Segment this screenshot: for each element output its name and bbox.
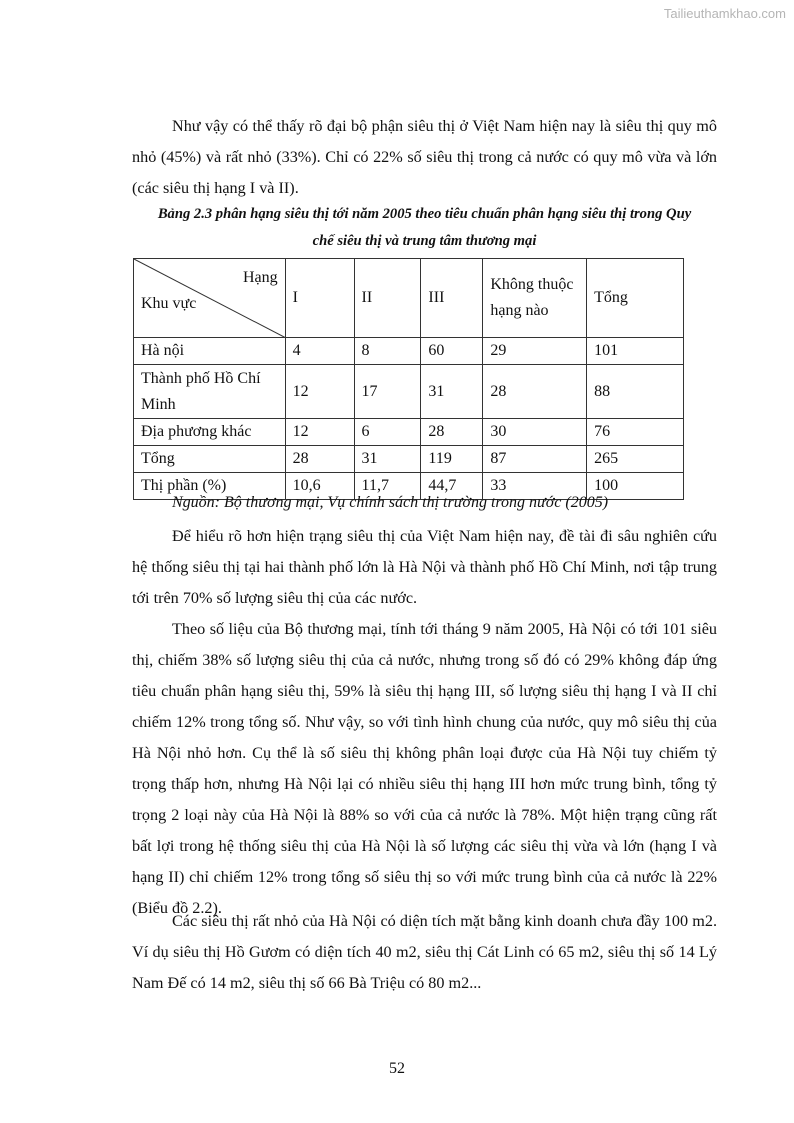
corner-top-label: Hạng [242,269,278,286]
table-cell: 28 [483,365,587,419]
table-cell: 100 [587,473,684,500]
corner-bottom-label: Khu vực [141,295,197,312]
table-cell: 12 [285,419,354,446]
paragraph-small-stores [132,906,717,999]
row-label: Tổng [134,446,286,473]
header-cell: II [354,259,421,338]
paragraph-hanoi-stats-text: Theo số liệu của Bộ thương mại, tính tới tháng 9 năm 2005, Hà Nội có tới 101 siêu thị, chiếm 38% số lượng siêu thị của cả nước, nhưng trong số đó có 29% không đáp ứng tiêu chuẩn phân hạng siêu thị, 59% là siêu thị hạng III, số lượng siêu thị hạng I và II chỉ chiếm 12% trong tổng số. Như vậy, so với tình hình chung của nước, quy mô siêu thị của Hà Nội nhỏ hơn. Cụ thể là số siêu thị không phân loại được của Hà Nội tuy chiếm tỷ trọng thấp hơn, nhưng Hà Nội lại có nhiều siêu thị hạng III hơn mức trung bình, tổng tỷ trọng 2 loại này của Hà Nội là 88% so với của cả nước là 78%. Một hiện trạng cũng rất bất lợi trong hệ thống siêu thị của Hà Nội là số lượng các siêu thị vừa và lớn (hạng I và hạng II) chỉ chiếm 12% trong tổng số siêu thị so với mức trung bình của cả nước là 22% (Biểu đồ 2.2). [132,620,717,917]
table-caption-line1: Bảng 2.3 phân hạng siêu thị tới năm 2005 theo tiêu chuẩn phân hạng siêu thị trong Quy [157,206,692,222]
table-cell: 28 [421,419,483,446]
table-cell: 31 [421,365,483,419]
table-cell: 11,7 [354,473,421,500]
header-cell: III [421,259,483,338]
table-cell: 28 [285,446,354,473]
header-cell: Không thuộc hạng nào [483,259,587,338]
table-cell: 87 [483,446,587,473]
table-caption-line2: chế siêu thị và trung tâm thương mại [312,233,537,249]
watermark: Tailieuthamkhao.com [663,6,786,21]
table-cell: 6 [354,419,421,446]
header-cell: I [285,259,354,338]
table-cell: 4 [285,338,354,365]
table-cell: 31 [354,446,421,473]
table-cell: 60 [421,338,483,365]
paragraph-study-scope-text: Để hiểu rõ hơn hiện trạng siêu thị của Việt Nam hiện nay, đề tài đi sâu nghiên cứu hệ thống siêu thị tại hai thành phố lớn là Hà Nội và thành phố Hồ Chí Minh, nơi tập trung tới trên 70% số lượng siêu thị của các nước. [132,527,717,607]
table-cell: 10,6 [285,473,354,500]
table-header-row [134,259,684,338]
table-cell: 33 [483,473,587,500]
row-label: Hà nội [134,338,286,365]
table-cell: 29 [483,338,587,365]
table-source-note: Nguồn: Bộ thương mại, Vụ chính sách thị trường trong nước (2005) [172,494,609,511]
table-cell: 265 [587,446,684,473]
table-cell: 119 [421,446,483,473]
paragraph-intro-text: Như vậy có thể thấy rõ đại bộ phận siêu thị ở Việt Nam hiện nay là siêu thị quy mô nhỏ (45%) và rất nhỏ (33%). Chỉ có 22% số siêu thị trong cả nước có quy mô vừa và lớn (các siêu thị hạng I và II). [132,117,717,197]
paragraph-intro [132,111,717,204]
paragraph-small-stores-text: Các siêu thị rất nhỏ của Hà Nội có diện tích mặt bằng kinh doanh chưa đầy 100 m2. Ví dụ siêu thị Hồ Gươm có diện tích 40 m2, siêu thị Cát Linh có 65 m2, siêu thị số 14 Lý Nam Đế có 14 m2, siêu thị số 66 Bà Triệu có 80 m2... [132,912,717,992]
table-corner-cell [134,259,286,338]
supermarket-ranking-table [133,258,684,500]
table-cell: 76 [587,419,684,446]
table-cell: 8 [354,338,421,365]
page-number: 52 [389,1060,405,1077]
paragraph-study-scope [132,521,717,614]
paragraph-hanoi-stats [132,614,717,924]
row-label: Thị phần (%) [134,473,286,500]
table-cell: 17 [354,365,421,419]
table-cell: 88 [587,365,684,419]
table-cell: 30 [483,419,587,446]
table-row [134,419,684,446]
row-label: Thành phố Hồ Chí Minh [134,365,286,419]
table-cell: 44,7 [421,473,483,500]
row-label: Địa phương khác [134,419,286,446]
table-cell: 12 [285,365,354,419]
table-caption [132,201,717,255]
table-row [134,338,684,365]
table-row [134,365,684,419]
table-row [134,446,684,473]
header-cell: Tổng [587,259,684,338]
table-cell: 101 [587,338,684,365]
